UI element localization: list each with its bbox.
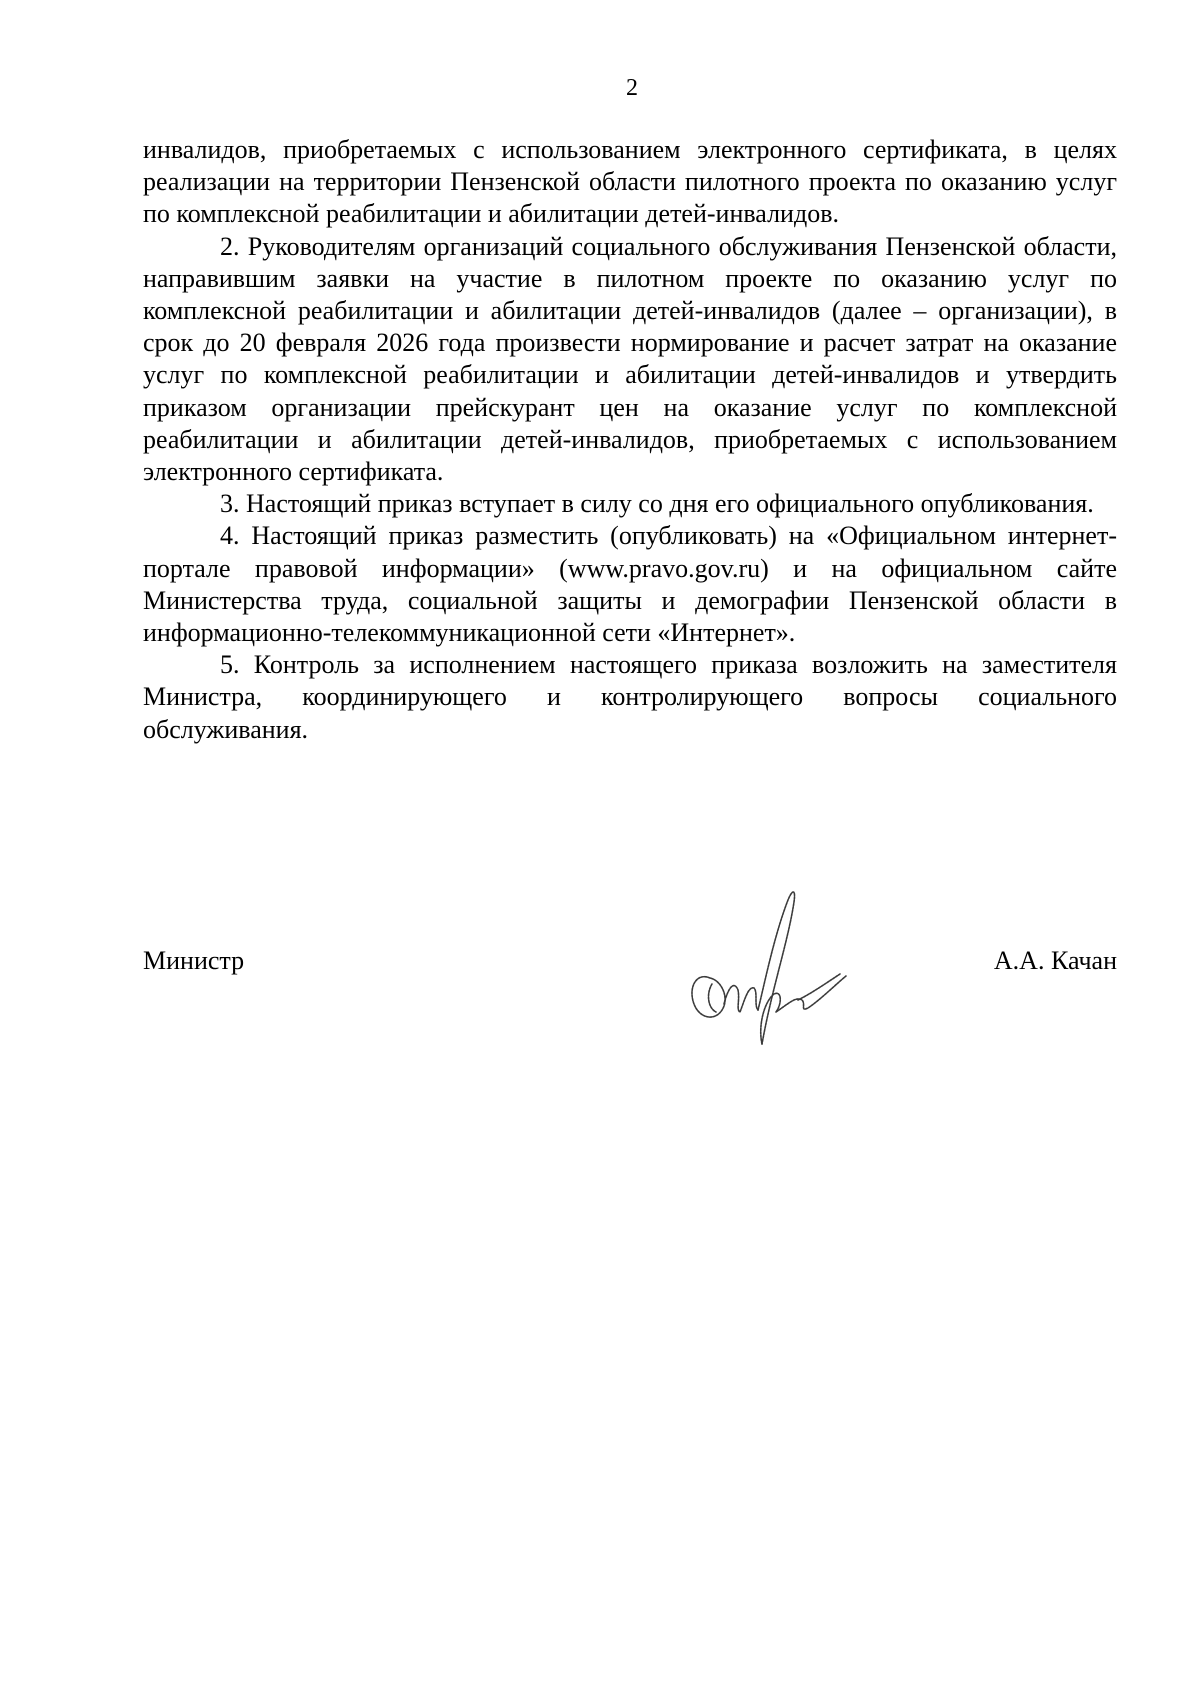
paragraph-item-4: 4. Настоящий приказ разместить (опубликовать) на «Официальном интернет-портале правовой информации» (www.pravo.gov.ru) и на официальном сайте Министерства труда, социальной защиты и демографии Пензенской области в информационно-телекоммуникационной сети «Интернет». [143,521,1117,648]
signature-scribble-icon [670,876,860,1066]
handwritten-signature [670,876,860,1066]
signatory-name: А.А. Качан [993,946,1117,975]
paragraph-item-2: 2. Руководителям организаций социального обслуживания Пензенской области, направившим заявки на участие в пилотном проекте по оказанию услуг по комплексной реабилитации и абилитации детей-инвалидов (далее – организации), в срок до 20 февраля 2026 года произвести нормирование и расчет затрат на оказание услуг по комплексной реабилитации и абилитации детей-инвалидов и утвердить приказом организации прейскурант цен на оказание услуг по комплексной реабилитации и абилитации детей-инвалидов, приобретаемых с использованием электронного сертификата. [143,231,1117,487]
page-number: 2 [626,75,638,101]
order-body-text [143,134,1117,746]
paragraph-item-3: 3. Настоящий приказ вступает в силу со дня его официального опубликования. [220,489,1094,519]
paragraph-continuation: инвалидов, приобретаемых с использованием электронного сертификата, в целях реализации на территории Пензенской области пилотного проекта по оказанию услуг по комплексной реабилитации и абилитации детей-инвалидов. [143,135,1117,229]
signatory-title: Министр [143,946,245,975]
paragraph-item-5: 5. Контроль за исполнением настоящего приказа возложить на заместителя Министра, координирующего и контролирующего вопросы социального обслуживания. [143,650,1117,744]
